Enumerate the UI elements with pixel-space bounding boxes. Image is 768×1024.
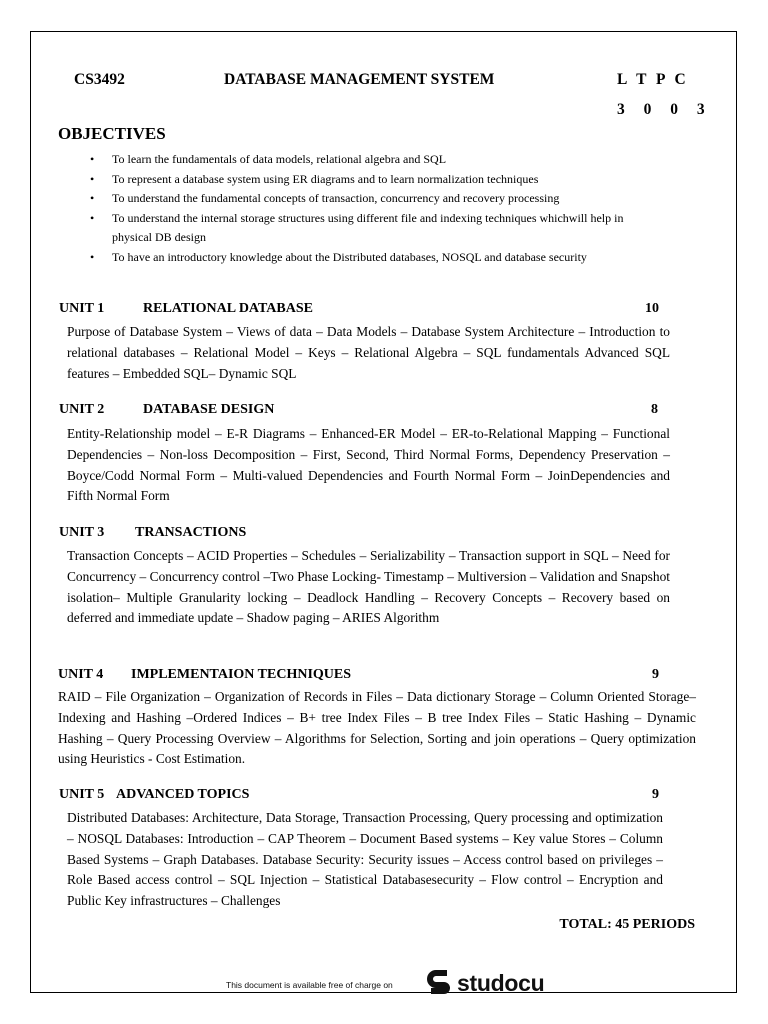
- unit-1-hours: 10: [645, 301, 659, 316]
- objectives-heading: OBJECTIVES: [58, 124, 166, 143]
- bullet-icon: •: [90, 249, 95, 264]
- unit-5-content: Distributed Databases: Architecture, Data Storage, Transaction Processing, Query processing and optimization – NOSQL Databases: Introduction – CAP Theorem – Document Based systems – Key value Stores – Column Based Systems – Graph Databases. Database Security: Security issues – Access control based on privileges – Role Based access control – SQL Injection – Statistical Databasesecurity – Flow control – Encryption and Public Key infrastructures – Challenges: [67, 810, 663, 909]
- unit-2-content: Entity-Relationship model – E-R Diagrams – Enhanced-ER Model – ER-to-Relational Mapping – Functional Dependencies – Non-loss Decomposition – First, Second, Third Normal Forms, Dependency Preservation – Boyce/Codd Normal Form – Multi-valued Dependencies and Fourth Normal Form – JoinDependencies and Fifth Normal Form: [67, 426, 670, 504]
- ltpc-values: 3 0 0 3: [617, 101, 713, 118]
- course-title: DATABASE MANAGEMENT SYSTEM: [224, 71, 495, 88]
- unit-3-title: TRANSACTIONS: [135, 525, 247, 540]
- unit-1-content: Purpose of Database System – Views of data – Data Models – Database System Architecture – Introduction to relational databases – Relational Model – Keys – Relational Algebra – SQL fundamentals Advanced SQL features – Embedded SQL– Dynamic SQL: [67, 324, 670, 381]
- objective-item: • To represent a database system using ER diagrams and to learn normalization techniques: [90, 170, 665, 190]
- unit-4-content: RAID – File Organization – Organization of Records in Files – Data dictionary Storage – Column Oriented Storage– Indexing and Hashing –Ordered Indices – B+ tree Index Files – B tree Index Files – Static Hashing – Dynamic Hashing – Query Processing Overview – Algorithms for Selection, Sorting and join operations – Query optimization using Heuristics - Cost Estimation.: [58, 689, 696, 767]
- footer-availability-text: This document is available free of charge on: [226, 980, 393, 990]
- course-code: CS3492: [74, 71, 125, 88]
- unit-4-label: UNIT 4: [58, 667, 104, 682]
- unit-2-label: UNIT 2: [59, 402, 105, 417]
- unit-5-title: ADVANCED TOPICS: [116, 787, 250, 802]
- objective-item: • To have an introductory knowledge about the Distributed databases, NOSQL and database security: [90, 248, 665, 268]
- bullet-icon: •: [90, 191, 95, 205]
- studocu-logo-icon: [425, 968, 455, 998]
- unit-2-title: DATABASE DESIGN: [143, 402, 275, 417]
- unit-1-label: UNIT 1: [59, 301, 105, 316]
- bullet-icon: •: [90, 171, 95, 186]
- ltpc-labels: L T P C: [617, 71, 689, 88]
- objective-item: • To understand the internal storage structures using different file and indexing techniques whichwill help in physical DB design: [90, 210, 624, 244]
- unit-1-title: RELATIONAL DATABASE: [143, 301, 313, 316]
- studocu-logo[interactable]: [425, 968, 544, 998]
- studocu-wordmark: studocu: [457, 969, 545, 996]
- bullet-icon: •: [90, 210, 95, 225]
- unit-4-title: IMPLEMENTAION TECHNIQUES: [131, 667, 352, 682]
- unit-3-label: UNIT 3: [59, 525, 105, 540]
- bullet-icon: •: [90, 152, 95, 166]
- unit-2-hours: 8: [651, 402, 658, 417]
- unit-4-hours: 9: [652, 667, 659, 682]
- objective-item: • To understand the fundamental concepts of transaction, concurrency and recovery processing: [90, 189, 665, 209]
- unit-3-content: Transaction Concepts – ACID Properties – Schedules – Serializability – Transaction support in SQL – Need for Concurrency – Concurrency control –Two Phase Locking- Timestamp – Multiversion – Validation and Snapshot isolation– Multiple Granularity locking – Deadlock Handling – Recovery Concepts – Recovery based on deferred and immediate update – Shadow paging – ARIES Algorithm: [67, 548, 670, 626]
- objectives-list: [90, 150, 665, 267]
- total-periods: TOTAL: 45 PERIODS: [559, 917, 695, 932]
- unit-5-label: UNIT 5: [59, 787, 105, 802]
- unit-5-hours: 9: [652, 787, 659, 802]
- objective-item: • To learn the fundamentals of data models, relational algebra and SQL: [90, 150, 665, 170]
